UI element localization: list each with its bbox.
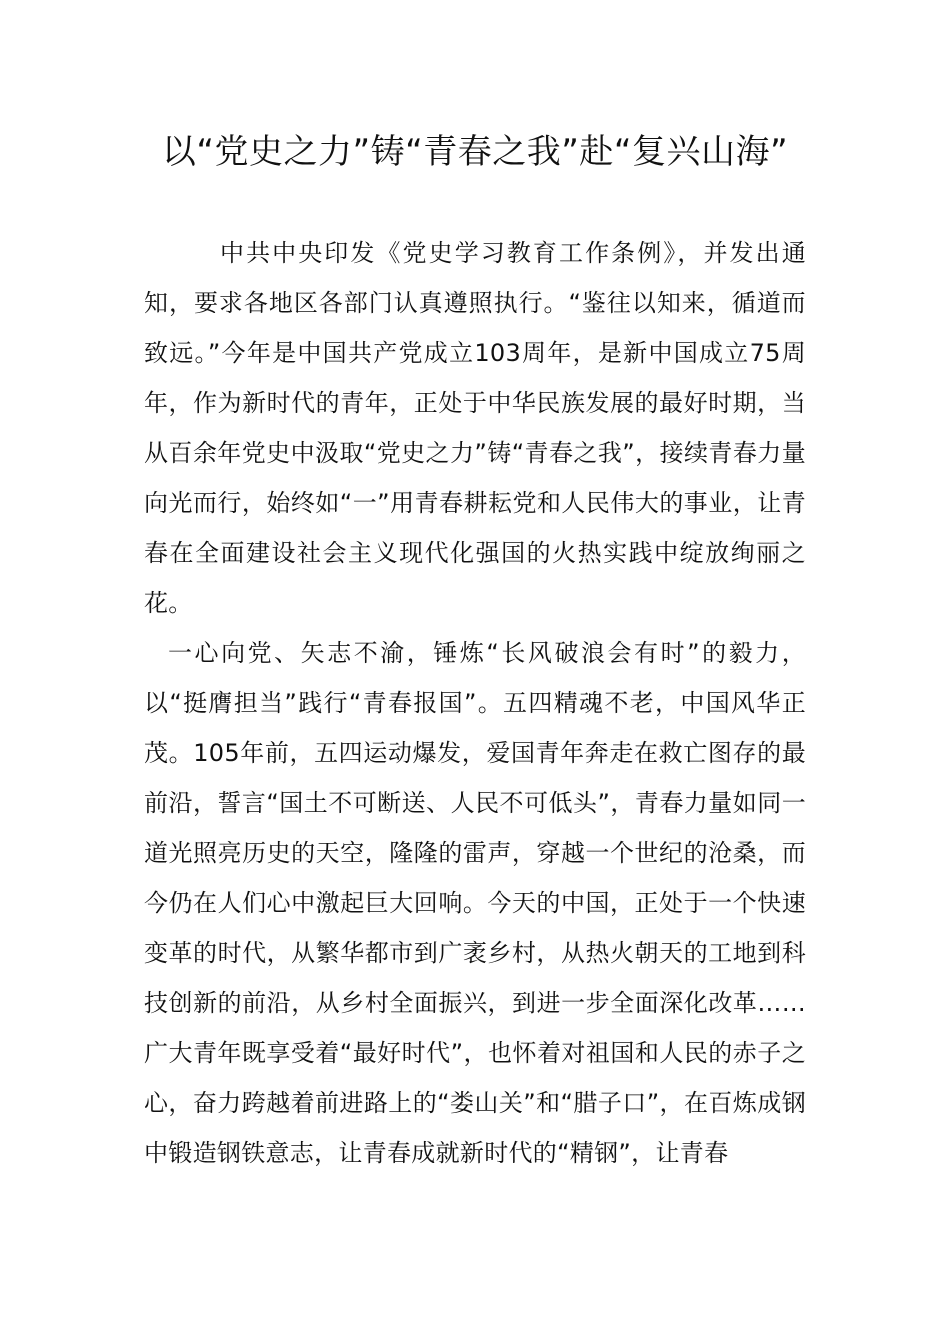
document-body bbox=[144, 228, 806, 1178]
paragraph-1: 中共中央印发《党史学习教育工作条例》，并发出通知，要求各地区各部门认真遵照执行。“鉴往以知来，循道而致远。”今年是中国共产党成立103周年，是新中国成立75周年，作为新时代的青年，正处于中华民族发展的最好时期，当从百余年党史中汲取“党史之力”铸“青春之我”，接续青春力量向光而行，始终如“一”用青春耕耘党和人民伟大的事业，让青春在全面建设社会主义现代化强国的火热实践中绽放绚丽之花。 bbox=[144, 239, 806, 617]
document-title: 以“党史之力”铸“青春之我”赴“复兴山海” bbox=[161, 132, 789, 172]
paragraph-2: 一心向党、矢志不渝，锤炼“长风破浪会有时”的毅力，以“挺膺担当”践行“青春报国”。五四精魂不老，中国风华正茂。105年前，五四运动爆发，爱国青年奔走在救亡图存的最前沿，誓言“国土不可断送、人民不可低头”，青春力量如同一道光照亮历史的天空，隆隆的雷声，穿越一个世纪的沧桑，而今仍在人们心中激起巨大回响。今天的中国，正处于一个快速变革的时代，从繁华都市到广袤乡村，从热火朝天的工地到科技创新的前沿，从乡村全面振兴，到进一步全面深化改革……广大青年既享受着“最好时代”，也怀着对祖国和人民的赤子之心，奋力跨越着前进路上的“娄山关”和“腊子口”，在百炼成钢中锻造钢铁意志，让青春成就新时代的“精钢”，让青春 bbox=[144, 639, 806, 1167]
